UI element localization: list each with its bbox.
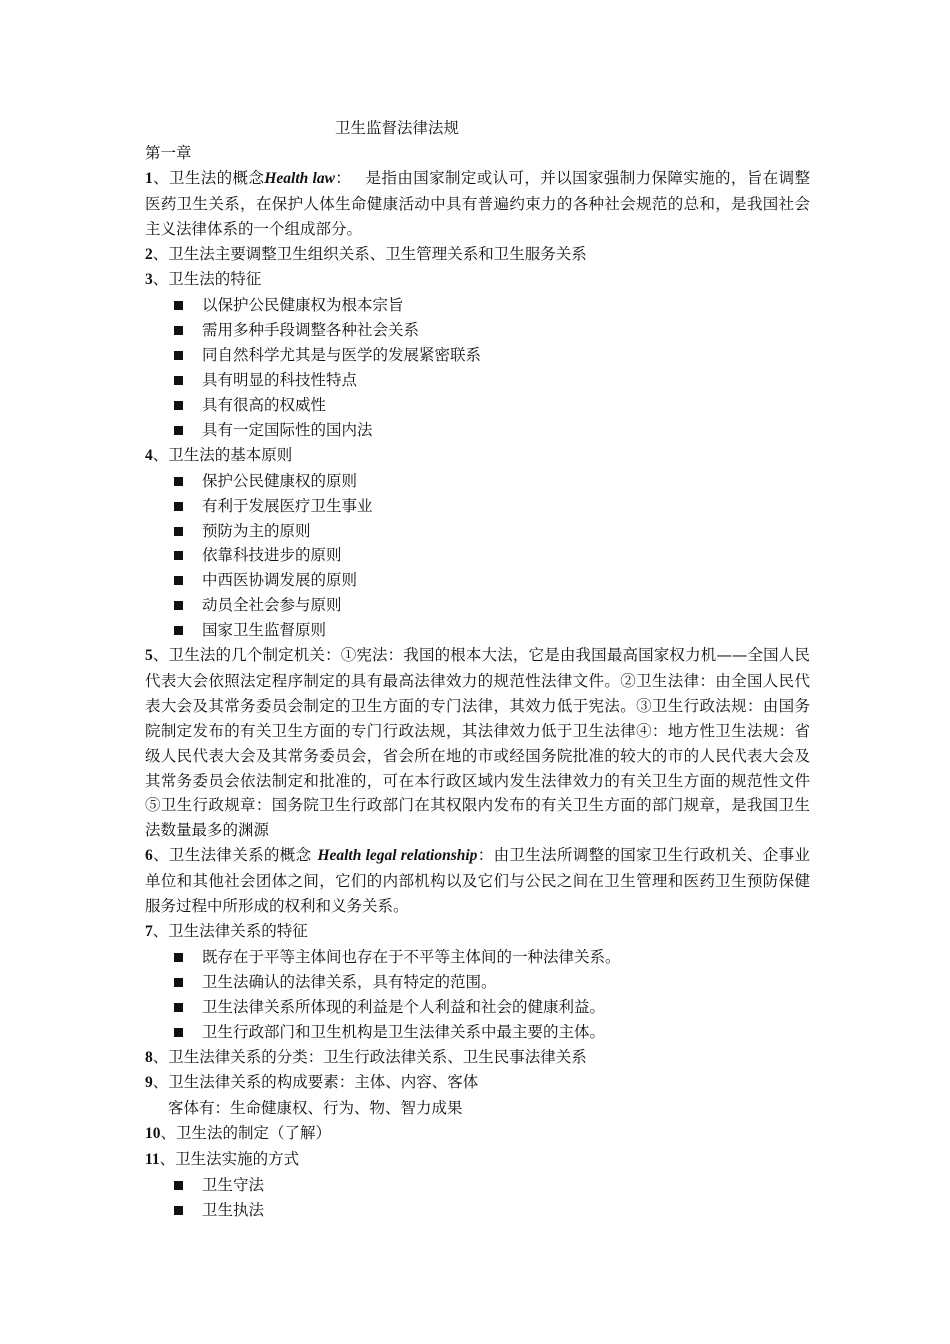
list-item: 卫生行政部门和卫生机构是卫生法律关系中最主要的主体。: [145, 1020, 810, 1045]
square-bullet-icon: [174, 301, 183, 310]
section-7-list: [145, 945, 810, 1045]
section-number: 1: [145, 169, 153, 187]
square-bullet-icon: [174, 576, 183, 585]
square-bullet-icon: [174, 1206, 183, 1215]
list-item: 有利于发展医疗卫生事业: [145, 494, 810, 519]
section-lead: 、卫生法律关系的概念: [152, 846, 312, 865]
section-4: [145, 443, 810, 469]
section-lead: 、卫生法的概念: [152, 168, 265, 187]
section-11: [145, 1147, 810, 1173]
section-text: 、卫生法的特征: [152, 270, 262, 289]
section-3: [145, 267, 810, 293]
section-text: 、卫生法律关系的特征: [152, 922, 308, 940]
section-text: 、卫生法实施的方式: [159, 1150, 300, 1169]
list-item: 卫生法律关系所体现的利益是个人利益和社会的健康利益。: [145, 995, 810, 1020]
section-9: [145, 1070, 810, 1096]
list-item: 卫生执法: [145, 1198, 810, 1223]
section-9-subtext: 客体有：生命健康权、行为、物、智力成果: [168, 1099, 463, 1118]
section-number: 7: [145, 923, 153, 940]
document-body: [145, 116, 810, 1223]
list-item: 动员全社会参与原则: [145, 593, 810, 618]
section-5: [145, 643, 810, 843]
section-number: 9: [145, 1074, 153, 1092]
section-number: 10: [145, 1125, 161, 1143]
section-text: 是指由国家制定或认可，并以国家强制力保障实施的，旨在调整医药卫生关系，在保护人体生命健康活动中具有普遍约束力的各种社会规范的总和，是我国社会主义法律体系的一个组成部分。: [145, 168, 810, 238]
section-text: 、卫生法的几个制定机关：①宪法：我国的根本大法，它是由我国最高国家权力机——全国人民代表大会依照法定程序制定的具有最高法律效力的规范性法律文件。②卫生法律：由全国人民代表大会及其常务委员会制定的卫生方面的专门法律，其效力低于宪法。③卫生行政法规：由国务院制定发布的有关卫生方面的专门行政法规，其法律效力低于卫生法律④：地方性卫生法规：省级人民代表大会及其常务委员会，省会所在地的市或经国务院批准的较大的市的人民代表大会及其常务委员会依法制定和批准的，可在本行政区域内发生法律效力的有关卫生方面的规范性文件⑤卫生行政规章：国务院卫生行政部门在其权限内发布的有关卫生方面的部门规章，是我国卫生法数量最多的渊源: [145, 646, 810, 840]
square-bullet-icon: [174, 502, 183, 511]
section-2: [145, 242, 810, 268]
list-item: 具有明显的科技性特点: [145, 368, 810, 393]
list-item: 保护公民健康权的原则: [145, 469, 810, 494]
section-text: 、卫生法律关系的构成要素：主体、内容、客体: [152, 1073, 479, 1092]
square-bullet-icon: [174, 626, 183, 635]
square-bullet-icon: [174, 401, 183, 410]
section-number: 11: [145, 1151, 160, 1169]
square-bullet-icon: [174, 376, 183, 385]
square-bullet-icon: [174, 527, 183, 536]
section-text: 、卫生法主要调整卫生组织关系、卫生管理关系和卫生服务关系: [152, 244, 587, 263]
square-bullet-icon: [174, 351, 183, 360]
list-item: 既存在于平等主体间也存在于不平等主体间的一种法律关系。: [145, 945, 810, 970]
english-term: Health law: [264, 169, 335, 187]
list-item: 同自然科学尤其是与医学的发展紧密联系: [145, 343, 810, 368]
list-item: 需用多种手段调整各种社会关系: [145, 318, 810, 343]
section-7: [145, 919, 810, 945]
square-bullet-icon: [174, 477, 183, 486]
section-text: 、卫生法律关系的分类：卫生行政法律关系、卫生民事法律关系: [152, 1047, 587, 1066]
square-bullet-icon: [174, 551, 183, 560]
section-10: [145, 1121, 810, 1147]
square-bullet-icon: [174, 1181, 183, 1190]
section-text: 、卫生法的制定（了解）: [160, 1124, 332, 1143]
square-bullet-icon: [174, 1028, 183, 1037]
section-number: 2: [145, 245, 153, 263]
section-text: 、卫生法的基本原则: [152, 445, 293, 464]
section-8: [145, 1045, 810, 1071]
list-item: 依靠科技进步的原则: [145, 543, 810, 568]
square-bullet-icon: [174, 1003, 183, 1012]
section-1: [145, 166, 810, 242]
colon: ：: [334, 168, 352, 187]
section-text: 由卫生法所调整的国家卫生行政机关、企事业单位和其他社会团体之间，它们的内部机构以及它们与公民之间在卫生管理和医药卫生预防保健服务过程中所形成的权利和义务关系。: [145, 846, 810, 916]
square-bullet-icon: [174, 978, 183, 987]
list-item: 卫生守法: [145, 1173, 810, 1198]
section-number: 8: [145, 1048, 153, 1066]
square-bullet-icon: [174, 426, 183, 435]
list-item: 卫生法确认的法律关系，具有特定的范围。: [145, 970, 810, 995]
list-item: 预防为主的原则: [145, 519, 810, 544]
square-bullet-icon: [174, 953, 183, 962]
list-item: 中西医协调发展的原则: [145, 568, 810, 593]
list-item: 具有很高的权威性: [145, 393, 810, 418]
list-item: 以保护公民健康权为根本宗旨: [145, 293, 810, 318]
square-bullet-icon: [174, 326, 183, 335]
chapter-heading: 第一章: [145, 143, 192, 162]
section-6: [145, 843, 810, 919]
section-3-list: [145, 293, 810, 442]
section-number: 4: [145, 446, 153, 464]
colon: ：: [477, 846, 494, 865]
section-11-list: [145, 1173, 810, 1223]
list-item: 具有一定国际性的国内法: [145, 418, 810, 443]
section-number: 5: [145, 647, 153, 665]
english-term: Health legal relationship: [317, 847, 478, 865]
document-title: 卫生监督法律法规: [335, 119, 460, 137]
section-number: 6: [145, 847, 153, 865]
section-number: 3: [145, 271, 153, 289]
section-4-list: [145, 469, 810, 643]
list-item: 国家卫生监督原则: [145, 618, 810, 643]
square-bullet-icon: [174, 601, 183, 610]
